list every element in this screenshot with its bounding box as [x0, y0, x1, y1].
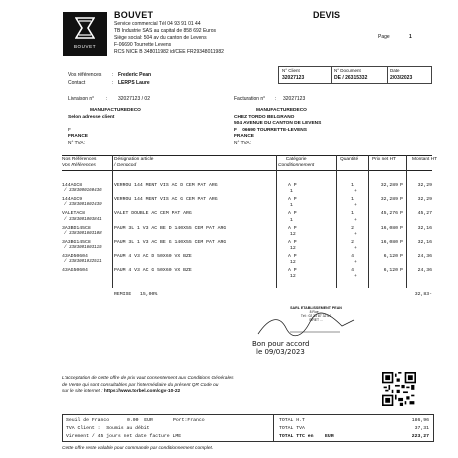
item-ref: 144AGC8 [62, 183, 83, 188]
signature-text [252, 340, 309, 356]
conditions-line1: L'acceptation de cette offre de prix vaut consentement aux Conditions Générales [62, 376, 234, 381]
stamp-line4: SIRET ... [309, 318, 323, 322]
th-designation2: / Genocod [114, 163, 137, 168]
client-no-cell [279, 67, 332, 83]
facturation-label: Facturation n° [234, 96, 266, 102]
signature-line2: le 09/03/2023 [256, 348, 305, 356]
stamp-line2: 8 Rue ... [309, 310, 323, 314]
item-category: A P [288, 268, 297, 274]
item-unit: P [400, 211, 403, 217]
item-note: + [354, 274, 357, 280]
remise-amount: 32,83- [414, 292, 432, 297]
item-quantity: 1 [351, 197, 354, 203]
totals-box [62, 414, 434, 442]
item-price: 32,289 [380, 197, 398, 203]
colon: : [106, 96, 108, 102]
item-conditionnement: 1 [290, 217, 293, 223]
th-designation [114, 157, 153, 169]
item-category: A P [288, 225, 297, 231]
item-note: + [354, 260, 357, 266]
item-category: A P [288, 183, 297, 188]
total-ht-label: TOTAL H.T [279, 418, 305, 423]
company-name: BOUVET [114, 10, 154, 20]
item-price: 16,080 [380, 225, 398, 231]
billing-tva: N° TVA: [234, 140, 251, 146]
remise-label: REMISE [114, 292, 132, 297]
billing-line3: 504 AVENUE DU CANTON DE LEVENS [234, 121, 322, 126]
cgv-link[interactable]: https://www.torbel.com/cgv-10-22 [103, 389, 181, 395]
item-quantity: 4 [351, 268, 354, 274]
th-conditionnement: Conditionnement [278, 163, 315, 168]
item-price: 6,120 [383, 254, 398, 259]
item-genocod: / 3383081603108 [64, 231, 102, 236]
item-conditionnement: 12 [290, 274, 296, 280]
document-header-box [278, 66, 432, 84]
livraison-label: Livraison n° [68, 96, 95, 102]
item-note: + [354, 203, 357, 209]
item-amount: 24,36 [417, 254, 432, 259]
th-montant: Montant HT [412, 157, 438, 162]
table-top-rule [62, 155, 432, 156]
item-designation: PAUM 4 V3 AC D 50X60 VX BZE [114, 254, 192, 259]
livraison-value: 32027123 / 02 [118, 96, 150, 102]
item-unit: P [400, 268, 403, 274]
item-designation: PAUM 4 V3 AC G 50X60 VX BZE [114, 268, 192, 274]
document-title: DEVIS [313, 10, 341, 20]
logo-mark-icon [75, 17, 95, 39]
item-ref: 3A3BG145C8 [62, 239, 91, 245]
item-amount: 32,29 [417, 197, 432, 203]
company-logo [63, 12, 107, 56]
item-quantity: 1 [351, 183, 354, 188]
facturation-value: 32027123 [283, 96, 306, 102]
item-category: A P [288, 211, 297, 217]
col-divider [336, 155, 337, 288]
item-designation: VALET DOUBLE AC CEM PAT ARG [114, 211, 192, 217]
item-genocod: / 3383081803841 [64, 217, 102, 222]
item-price: 32,289 [380, 183, 398, 188]
delivery-name: MANUFACTUREDECO [90, 108, 141, 113]
billing-line4: F 06690 TOURRETTE-LEVENS [234, 127, 307, 133]
stamp-line1: SARL ETABLISSEMENT PEAN [290, 306, 342, 310]
item-genocod: / 3383081602439 [64, 203, 102, 208]
col-divider [406, 155, 407, 288]
item-note: + [354, 231, 357, 237]
item-unit: P [400, 183, 403, 188]
delivery-country: FRANCE [68, 134, 88, 139]
conditions-line2: de Vente qui sont consultables par l'intermédiaire du présent QR Code ou [62, 382, 219, 388]
conditions-line3: sur le site internet : [62, 389, 103, 395]
item-conditionnement: 12 [290, 246, 296, 251]
item-unit: P [400, 239, 403, 245]
stamp-line3: Tél : 02 33 87 32 64 [300, 314, 332, 318]
client-no-value: 32027123 [282, 75, 305, 81]
colon: : [112, 72, 114, 78]
th-ref: Nos Références [62, 157, 97, 162]
item-designation: VERROU 144 MENT VIS AC D CEM PAT ARG [114, 183, 218, 188]
vos-ref-value: Frederic Pean [118, 72, 152, 78]
item-ref: VALETAC8 [62, 211, 86, 217]
item-unit: P [400, 225, 403, 231]
th-designation-label: Désignation article [114, 157, 154, 162]
client-no-label: N° Client [282, 68, 300, 73]
item-designation: PAUM 3L 1 V3 AC BE D 140X55 CEM PAT ARG [114, 225, 227, 231]
item-quantity: 1 [351, 211, 354, 217]
item-designation: PAUM 3L 1 V3 AC BE G 140X55 CEM PAT ARG [114, 239, 227, 245]
item-category: A P [288, 197, 297, 203]
signature-scribble-icon [250, 312, 360, 340]
logo-text: BOUVET [73, 44, 97, 49]
col-divider [276, 155, 277, 288]
delivery-address [68, 108, 141, 147]
total-ht-value: 186,96 [411, 418, 429, 423]
item-unit: P [400, 254, 403, 259]
item-genocod: / 3383081932511 [64, 260, 102, 265]
item-conditionnement: 12 [290, 231, 296, 237]
signature-line1: Bon pour accord [252, 340, 310, 348]
colon: : [275, 96, 277, 102]
contact-label: Contact [68, 80, 86, 86]
page-label: Page [378, 34, 390, 40]
item-genocod: / 3383081603115 [64, 246, 102, 250]
item-category: A P [288, 254, 297, 259]
item-note: + [354, 189, 357, 195]
tva-client: TVA Client : Soumis au débit [66, 426, 150, 431]
billing-line2: CHEZ TORDO BELGRANO [234, 114, 295, 120]
item-ref: 43AD50604 [62, 254, 88, 259]
qr-code-icon[interactable] [382, 372, 416, 406]
item-note: + [354, 217, 357, 223]
doc-no-label: N° Document [334, 68, 361, 73]
item-quantity: 2 [351, 239, 354, 245]
item-price: 45,276 [380, 211, 398, 217]
doc-no-value: DE / 26315332 [334, 75, 368, 81]
colon: : [112, 80, 114, 86]
col-divider [368, 155, 369, 288]
item-ref: 43AG50604 [62, 268, 88, 274]
total-tva-label: TOTAL TVA [279, 426, 305, 431]
item-price: 6,120 [383, 268, 398, 274]
company-line: RCS NICE B 348011982 id/CEE FR29348011982 [114, 49, 224, 56]
th-ref2: Vos Références [62, 163, 96, 168]
item-ref: 3A3BD145C8 [62, 225, 91, 231]
item-amount: 45,27 [417, 211, 432, 217]
item-category: A P [288, 239, 297, 245]
date-value: 2/03/2023 [390, 75, 413, 81]
company-line: F-06690 Tourrette Levens [114, 42, 172, 49]
item-unit: P [400, 197, 403, 203]
franco-value: 0.00 EUR [127, 418, 153, 423]
company-line: Service commercial Tél 04 93 91 01 44 [114, 21, 201, 27]
company-line: Siège social: 504 av du canton de Levens [114, 35, 207, 42]
company-info [114, 21, 224, 56]
remise-pct: 15,00% [140, 292, 158, 297]
validity-note: Cette offre reste valable pour commande par conditionnement complet. [62, 446, 214, 451]
item-quantity: 4 [351, 254, 354, 259]
vos-ref-label: Vos références [68, 72, 102, 78]
company-line: TB Industrie SAS au capital de 858 692 Euros [114, 28, 217, 35]
delivery-line2: Selon adresse client [68, 114, 115, 120]
item-designation: VERROU 144 MENT VIS AC G CEM PAT ARG [114, 197, 218, 203]
item-amount: 32,29 [417, 183, 432, 188]
th-prix: Prix net HT [372, 157, 396, 162]
totals-divider [273, 415, 274, 441]
delivery-f: F [68, 127, 71, 133]
item-ref: 144AGC9 [62, 197, 83, 203]
item-amount: 32,16 [417, 225, 432, 231]
doc-no-cell [331, 67, 388, 83]
item-note: + [354, 246, 357, 251]
total-tva-value: 37,31 [414, 426, 429, 431]
date-label: Date [390, 68, 400, 73]
billing-address [234, 108, 321, 147]
delivery-tva: N° TVA: [68, 140, 85, 146]
billing-name: MANUFACTUREDECO [256, 108, 307, 113]
page-number: 1 [409, 34, 412, 40]
total-ttc-value: 223,27 [411, 434, 429, 439]
item-price: 16,080 [380, 239, 398, 245]
th-references [62, 157, 96, 169]
total-ttc-label: TOTAL TTC en EUR [279, 434, 334, 439]
port-mode: Port:Franco [173, 418, 205, 423]
franco-label: Seuil de Franco [66, 418, 110, 423]
contact-value: LERPS Laure [118, 80, 150, 86]
conditions-text [62, 376, 234, 396]
col-divider [112, 155, 113, 288]
item-conditionnement: 1 [290, 203, 293, 209]
item-conditionnement: 12 [290, 260, 296, 266]
item-amount: 24,36 [417, 268, 432, 274]
th-categorie-label: Catégorie [285, 157, 307, 162]
item-genocod: / 3383080160436 [64, 189, 102, 194]
th-quantite: Quantité [340, 157, 359, 162]
billing-country: FRANCE [234, 134, 254, 139]
item-quantity: 2 [351, 225, 354, 231]
date-cell [387, 67, 431, 83]
table-header-rule [62, 170, 432, 171]
item-amount: 32,16 [417, 239, 432, 245]
payment-terms: Virement / 45 jours net date facture LME [66, 434, 182, 439]
item-conditionnement: 1 [290, 189, 293, 195]
th-categorie [278, 157, 314, 169]
